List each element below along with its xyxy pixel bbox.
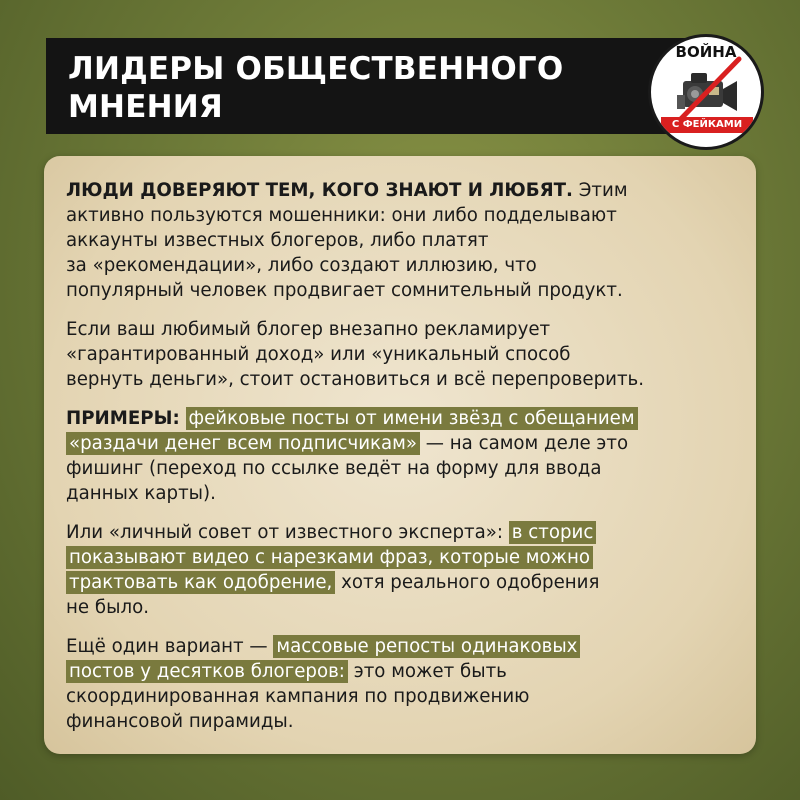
p4-line3-rest: хотя реального одобрения — [335, 572, 600, 593]
paragraph-4 — [66, 520, 734, 620]
p1-line2: активно пользуются мошенники: они либо подделывают — [66, 205, 617, 226]
p3-line3: фишинг (переход по ссылке ведёт на форму для ввода — [66, 458, 602, 479]
p1-bold-lead: ЛЮДИ ДОВЕРЯЮТ ТЕМ, КОГО ЗНАЮТ И ЛЮБЯТ. — [66, 180, 573, 201]
p5-highlight-2: постов у десятков блогеров: — [66, 660, 348, 683]
paragraph-3 — [66, 406, 734, 506]
p2-line3: вернуть деньги», стоит остановиться и всё перепроверить. — [66, 369, 645, 390]
p5-line1: Ещё один вариант — — [66, 636, 274, 657]
p4-line4: не было. — [66, 597, 149, 618]
p3-highlight-2: «раздачи денег всем подписчикам» — [66, 432, 420, 455]
p4-highlight-3: трактовать как одобрение, — [66, 571, 335, 594]
p3-line4: данных карты). — [66, 483, 216, 504]
p1-line4: за «рекомендации», либо создают иллюзию, что — [66, 255, 537, 276]
war-on-fakes-logo — [648, 34, 764, 150]
p2-line2: «гарантированный доход» или «уникальный способ — [66, 344, 571, 365]
p4-highlight-1: в сторис — [509, 521, 597, 544]
p3-highlight-1: фейковые посты от имени звёзд с обещанием — [186, 407, 638, 430]
logo-top-text: ВОЙНА — [675, 43, 737, 61]
paragraph-1 — [66, 178, 734, 303]
p5-highlight-1: массовые репосты одинаковых — [273, 635, 580, 658]
p4-highlight-2: показывают видео с нарезками фраз, которые можно — [66, 546, 593, 569]
p4-line1: Или «личный совет от известного эксперта»: — [66, 522, 503, 543]
p1-line5: популярный человек продвигает сомнительный продукт. — [66, 280, 623, 301]
p5-line3: скоординированная кампания по продвижению — [66, 686, 530, 707]
p1-line3: аккаунты известных блогеров, либо платят — [66, 230, 489, 251]
paragraph-2 — [66, 317, 734, 392]
p3-bold-lead: ПРИМЕРЫ: — [66, 408, 180, 429]
title-banner — [46, 38, 686, 134]
p2-line1: Если ваш любимый блогер внезапно рекламирует — [66, 319, 551, 340]
p1-line1-rest: Этим — [572, 180, 628, 201]
content-card — [44, 156, 756, 754]
p5-line2-rest: это может быть — [347, 661, 507, 682]
page-title-line-1: ЛИДЕРЫ ОБЩЕСТВЕННОГО — [68, 51, 564, 87]
p3-line2-rest: — на самом деле это — [420, 433, 629, 454]
paragraph-5 — [66, 634, 734, 734]
p5-line4: финансовой пирамиды. — [66, 711, 294, 732]
logo-bottom-text: С ФЕЙКАМИ — [661, 117, 753, 133]
page-title-line-2: МНЕНИЯ — [68, 89, 223, 125]
